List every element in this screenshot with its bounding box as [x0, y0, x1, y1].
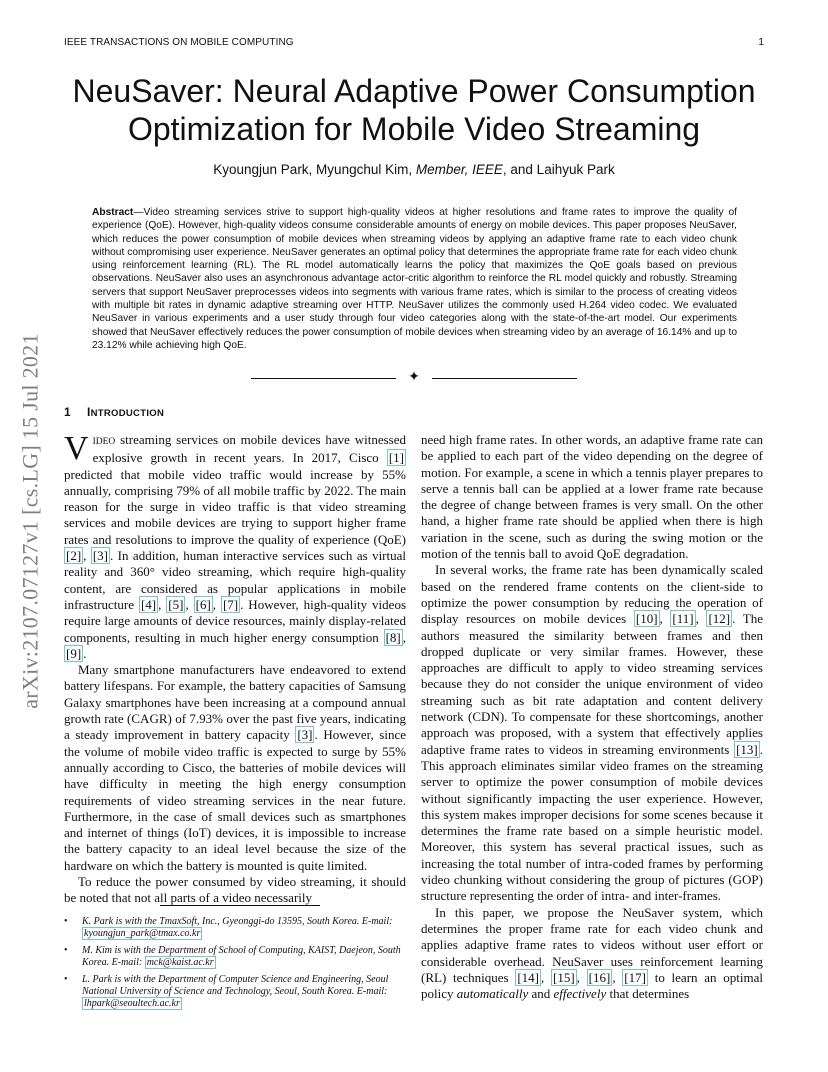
text-span: .: [83, 645, 87, 661]
author-footnotes: [64, 916, 406, 1015]
citation-link[interactable]: [16]: [588, 969, 611, 985]
text-span: In several works, the frame rate has been dynamically scaled based on the rendered frame contents on the client-side to optimize the power consumption by reducing the operation of display resources on mobile devices: [421, 562, 763, 627]
citation-link[interactable]: [3]: [297, 727, 313, 743]
footnote-bullet: •: [64, 944, 68, 956]
text-span: to learn an optimal policy: [421, 969, 763, 1002]
email-link[interactable]: kyoungjun_park@tmax.co.kr: [84, 928, 201, 940]
footnote-item: [64, 916, 406, 941]
smallcaps-word: IDEO: [92, 437, 116, 447]
intro-paragraph-5: [421, 562, 763, 904]
text-span: and: [528, 986, 554, 1002]
footnote-bullet: •: [64, 916, 68, 927]
authors-member: Member, IEEE: [415, 162, 503, 177]
running-header: [64, 37, 764, 48]
citation-link[interactable]: [5]: [168, 596, 184, 612]
intro-paragraph-1: [64, 432, 406, 662]
text-span: Many smartphone manufacturers have endeavored to extend battery lifespans. For example, the battery capacities of Samsung Galaxy smartphones have been increasing at a compound annual growth rate (CAGR) of 7.93% over the past five years, indicating a steady improvement in battery capacity: [64, 662, 406, 743]
text-span: ,: [212, 596, 221, 612]
intro-paragraph-2: [64, 662, 406, 874]
paper-title: [40, 72, 788, 148]
left-column: [64, 432, 406, 907]
footnote-bullet: •: [64, 973, 68, 985]
right-column: [421, 432, 763, 1002]
text-span: . The authors measured the similarity between frames and then dropped duplicate or very similar frames. However, these approaches are difficult to apply to video streaming services because they do not consider the unique environment of video streaming such as bit rate adaptation and content delivery network (CDN). To compensate for these shortcomings, another approach was proposed, with a system that effectively applies adaptive frame rates to videos in streaming environments: [421, 611, 763, 757]
citation-link[interactable]: [11]: [672, 611, 694, 627]
text-span: ,: [659, 611, 671, 627]
citation-link[interactable]: [8]: [385, 629, 401, 645]
text-span: . However, high-quality videos require large amounts of device resources, mainly display-related components, resulting in much higher energy consumption: [64, 596, 406, 645]
citation-link[interactable]: [10]: [635, 611, 658, 627]
citation-link[interactable]: [14]: [517, 969, 539, 985]
drop-cap: V: [64, 430, 89, 467]
divider-line-right: [432, 378, 577, 379]
text-span: that determines: [606, 986, 690, 1002]
abstract-text: —Video streaming services strive to support high-quality videos at higher resolutions and frame rates to improve the quality of experience (QoE). However, high-quality videos consume considerable amounts of energy on mobile devices. This paper proposes NeuSaver, which reduces the power consumption of mobile devices when streaming videos by applying an adaptive frame rate to each video chunk without compromising user experience. NeuSaver generates an optimal policy that determines the appropriate frame rate for each video chunk using reinforcement learning (RL). The RL model automatically learns the policy that maximizes the QoE goals based on previous observations. NeuSaver also uses an asynchronous advantage actor-critic algorithm to reinforce the RL model quickly and robustly. Streaming servers that support NeuSaver preprocesses videos into segments with various frame rates, which is similar to the process of creating videos with multiple bit rates in dynamic adaptive streaming over HTTP. NeuSaver utilizes the commonly used H.264 video codec. We evaluated NeuSaver in various experiments and a user study through four video categories along with the state-of-the-art model. Our experiments showed that NeuSaver effectively reduces the power consumption of mobile devices when streaming video by an average of 16.14% and up to 23.12% while achieving high QoE.: [92, 207, 737, 351]
footnote-text: K. Park is with the TmaxSoft, Inc., Gyeonggi-do 13595, South Korea. E-mail:: [82, 916, 393, 927]
title-line-2: Optimization for Mobile Video Streaming: [127, 111, 701, 147]
text-span: ,: [158, 596, 167, 612]
emphasis-text: automatically: [456, 986, 529, 1002]
footnote-rule: [160, 905, 320, 906]
section-number: 1: [64, 405, 71, 419]
text-span: predicted that mobile video traffic would increase by 55% annually, comprising 79% of all mobile traffic by 2022. The main reason for the surge in video traffic is that video streaming services and mobile devices are trying to support higher frame rates and resolutions to improve the quality of experience (QoE): [64, 466, 406, 547]
text-span: In this paper, we propose the NeuSaver system, which determines the proper frame rate for each video chunk and applies adaptive frame rates to videos without user effort or considerable overhead. NeuSaver uses reinforcement learning (RL) techniques: [421, 904, 763, 985]
citation-link[interactable]: [6]: [195, 596, 211, 612]
text-span: ,: [576, 969, 587, 985]
citation-link[interactable]: [17]: [624, 969, 646, 985]
email-link[interactable]: lhpark@seoultech.ac.kr: [84, 998, 180, 1010]
text-span: ,: [83, 548, 91, 564]
citation-link[interactable]: [3]: [92, 548, 109, 564]
citation-link[interactable]: [13]: [736, 741, 758, 757]
text-span: ,: [185, 596, 194, 612]
page-number: 1: [758, 37, 764, 48]
author-list: [40, 162, 788, 177]
footnote-text: L. Park is with the Department of Computer Science and Engineering, Seoul National University of Science and Technology, Seoul, South Korea. E-mail:: [82, 973, 389, 998]
journal-name: IEEE TRANSACTIONS ON MOBILE COMPUTING: [64, 37, 294, 48]
arxiv-watermark: arXiv:2107.07127v1 [cs.LG] 15 Jul 2021: [17, 333, 43, 709]
citation-link[interactable]: [1]: [388, 450, 404, 466]
text-span: ,: [541, 969, 551, 985]
text-span: ,: [695, 611, 707, 627]
text-span: ,: [402, 629, 406, 645]
text-span: ,: [612, 969, 623, 985]
section-title-rest: NTRODUCTION: [90, 408, 165, 419]
intro-paragraph-6: [421, 905, 763, 1003]
text-span: . However, since the volume of mobile video traffic is expected to surge by 55% annually according to Cisco, the batteries of mobile devices will have difficulty in meeting the high energy consumption requirements of video streaming services in the near future. Furthermore, in the case of small devices such as smartphones and internet of things (IoT) devices, it is impossible to increase the battery capacity to an ideal level because the size of the hardware on which the battery is mounted is quite limited.: [64, 727, 406, 873]
emphasis-text: effectively: [553, 986, 607, 1002]
citation-link[interactable]: [9]: [66, 645, 82, 661]
footnote-text: M. Kim is with the Department of School of Computing, KAIST, Daejeon, South Korea. E-mail:: [82, 944, 401, 969]
section-title-first: I: [86, 405, 91, 419]
email-link[interactable]: mck@kaist.ac.kr: [146, 957, 214, 969]
abstract-label: Abstract: [92, 207, 134, 218]
title-line-1: NeuSaver: Neural Adaptive Power Consumption: [72, 73, 756, 109]
intro-paragraph-4: need high frame rates. In other words, an adaptive frame rate can be applied to each part of the video depending on the degree of motion. For example, a scene in which a tennis player prepares to serve a tennis ball can be applied at a lower frame rate because the degree of change between frames is very small. On the other hand, a higher frame rate should be applied when there is high variation in the scene, such as during the swing motion or the motion of the tennis ball to avoid QoE degradation.: [421, 432, 763, 562]
section-divider: [244, 371, 584, 385]
text-span: streaming services on mobile devices have witnessed explosive growth in recent years. In 2017, Cisco: [92, 432, 406, 466]
text-span: . In addition, human interactive services such as virtual reality and 360° video streaming, which require high-quality content, are considered as popular applications in mobile infrastructure: [64, 548, 406, 612]
citation-link[interactable]: [15]: [552, 969, 575, 985]
divider-diamond-icon: ✦: [408, 370, 420, 385]
citation-link[interactable]: [12]: [708, 611, 731, 627]
citation-link[interactable]: [7]: [222, 596, 239, 612]
divider-line-left: [251, 378, 396, 379]
citation-link[interactable]: [4]: [140, 596, 157, 612]
authors-prefix: Kyoungjun Park, Myungchul Kim,: [213, 162, 416, 177]
citation-link[interactable]: [2]: [66, 548, 82, 564]
intro-paragraph-3: To reduce the power consumed by video streaming, it should be noted that not all parts of a video necessarily: [64, 874, 406, 906]
footnote-item: [64, 945, 406, 970]
footnote-item: [64, 974, 406, 1011]
abstract: [92, 206, 737, 352]
authors-suffix: , and Laihyuk Park: [502, 162, 615, 177]
text-span: . This approach eliminates similar video frames on the streaming server to optimize the power consumption of mobile devices without significantly impacting the user experience. However, this system makes improper decisions for some scenes because it determines the frame rate based on a simple heuristic model. Moreover, this system has several practical issues, such as increasing the total number of intra-coded frames by performing video chunking without considering the group of pictures (GOP) structure representing the order of intra- and inter-frames.: [421, 741, 763, 904]
section-heading: [64, 405, 164, 419]
